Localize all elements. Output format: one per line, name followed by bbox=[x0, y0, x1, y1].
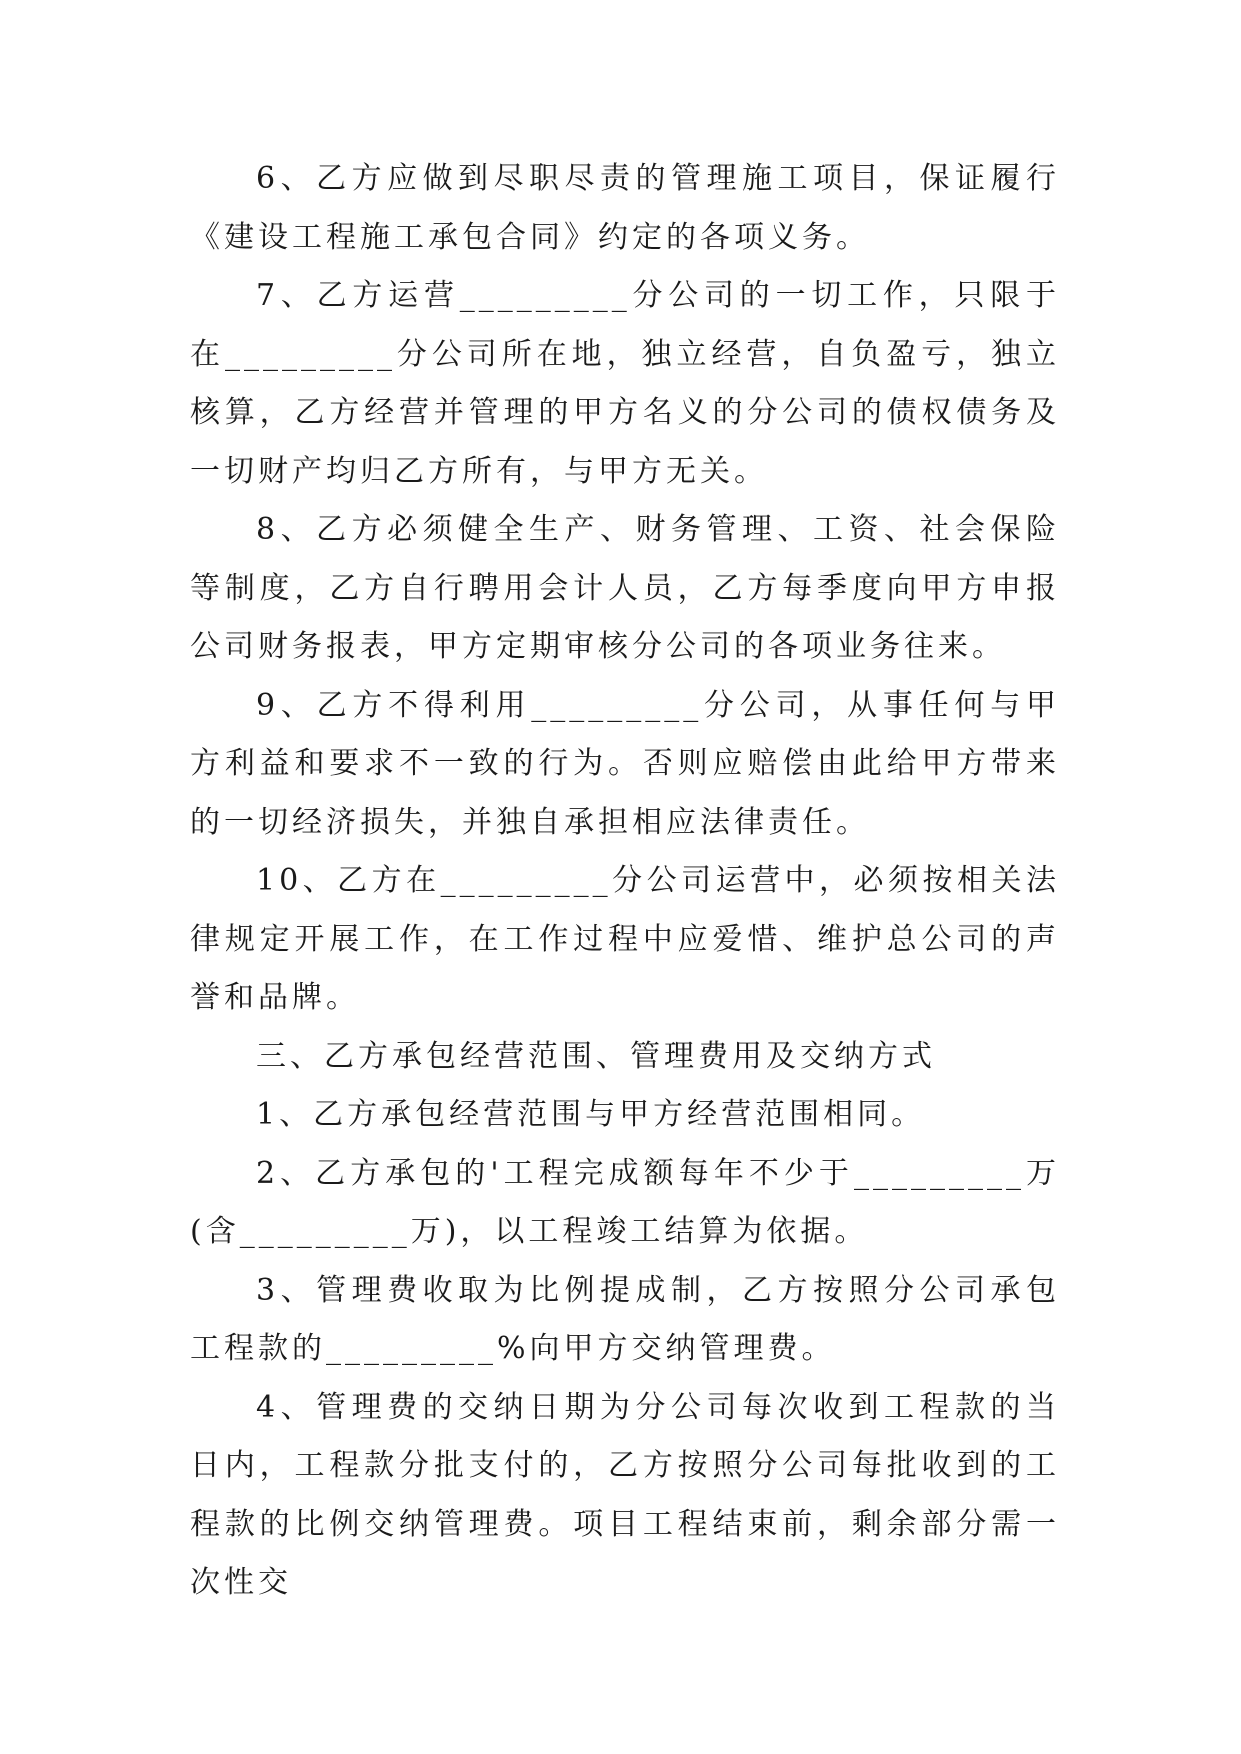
clause-9: 9、乙方不得利用_________分公司，从事任何与甲方利益和要求不一致的行为。否则应赔偿由此给甲方带来的一切经济损失，并独自承担相应法律责任。 bbox=[190, 687, 1060, 840]
clause-7: 7、乙方运营_________分公司的一切工作，只限于在_________分公司所在地，独立经营，自负盈亏，独立核算，乙方经营并管理的甲方名义的分公司的债权债务及一切财产均归乙方所有，与甲方无关。 bbox=[190, 278, 1060, 489]
document-body bbox=[190, 150, 1060, 1613]
clause-8: 8、乙方必须健全生产、财务管理、工资、社会保险等制度，乙方自行聘用会计人员，乙方每季度向甲方申报公司财务报表，甲方定期审核分公司的各项业务往来。 bbox=[190, 512, 1060, 664]
clause-6: 6、乙方应做到尽职尽责的管理施工项目，保证履行《建设工程施工承包合同》约定的各项义务。 bbox=[190, 161, 1060, 255]
section3-clause-2: 2、乙方承包的'工程完成额每年不少于_________万(含_________万)，以工程竣工结算为依据。 bbox=[190, 1155, 1060, 1249]
clause-10: 10、乙方在_________分公司运营中，必须按相关法律规定开展工作，在工作过程中应爱惜、维护总公司的声誉和品牌。 bbox=[190, 863, 1060, 1015]
section-heading-3: 三、乙方承包经营范围、管理费用及交纳方式 bbox=[256, 1038, 936, 1074]
section3-clause-4: 4、管理费的交纳日期为分公司每次收到工程款的当日内，工程款分批支付的，乙方按照分公司每批收到的工程款的比例交纳管理费。项目工程结束前，剩余部分需一次性交 bbox=[190, 1389, 1060, 1600]
section3-clause-3: 3、管理费收取为比例提成制，乙方按照分公司承包工程款的_________%向甲方交纳管理费。 bbox=[190, 1272, 1060, 1366]
section3-clause-1: 1、乙方承包经营范围与甲方经营范围相同。 bbox=[256, 1097, 926, 1132]
